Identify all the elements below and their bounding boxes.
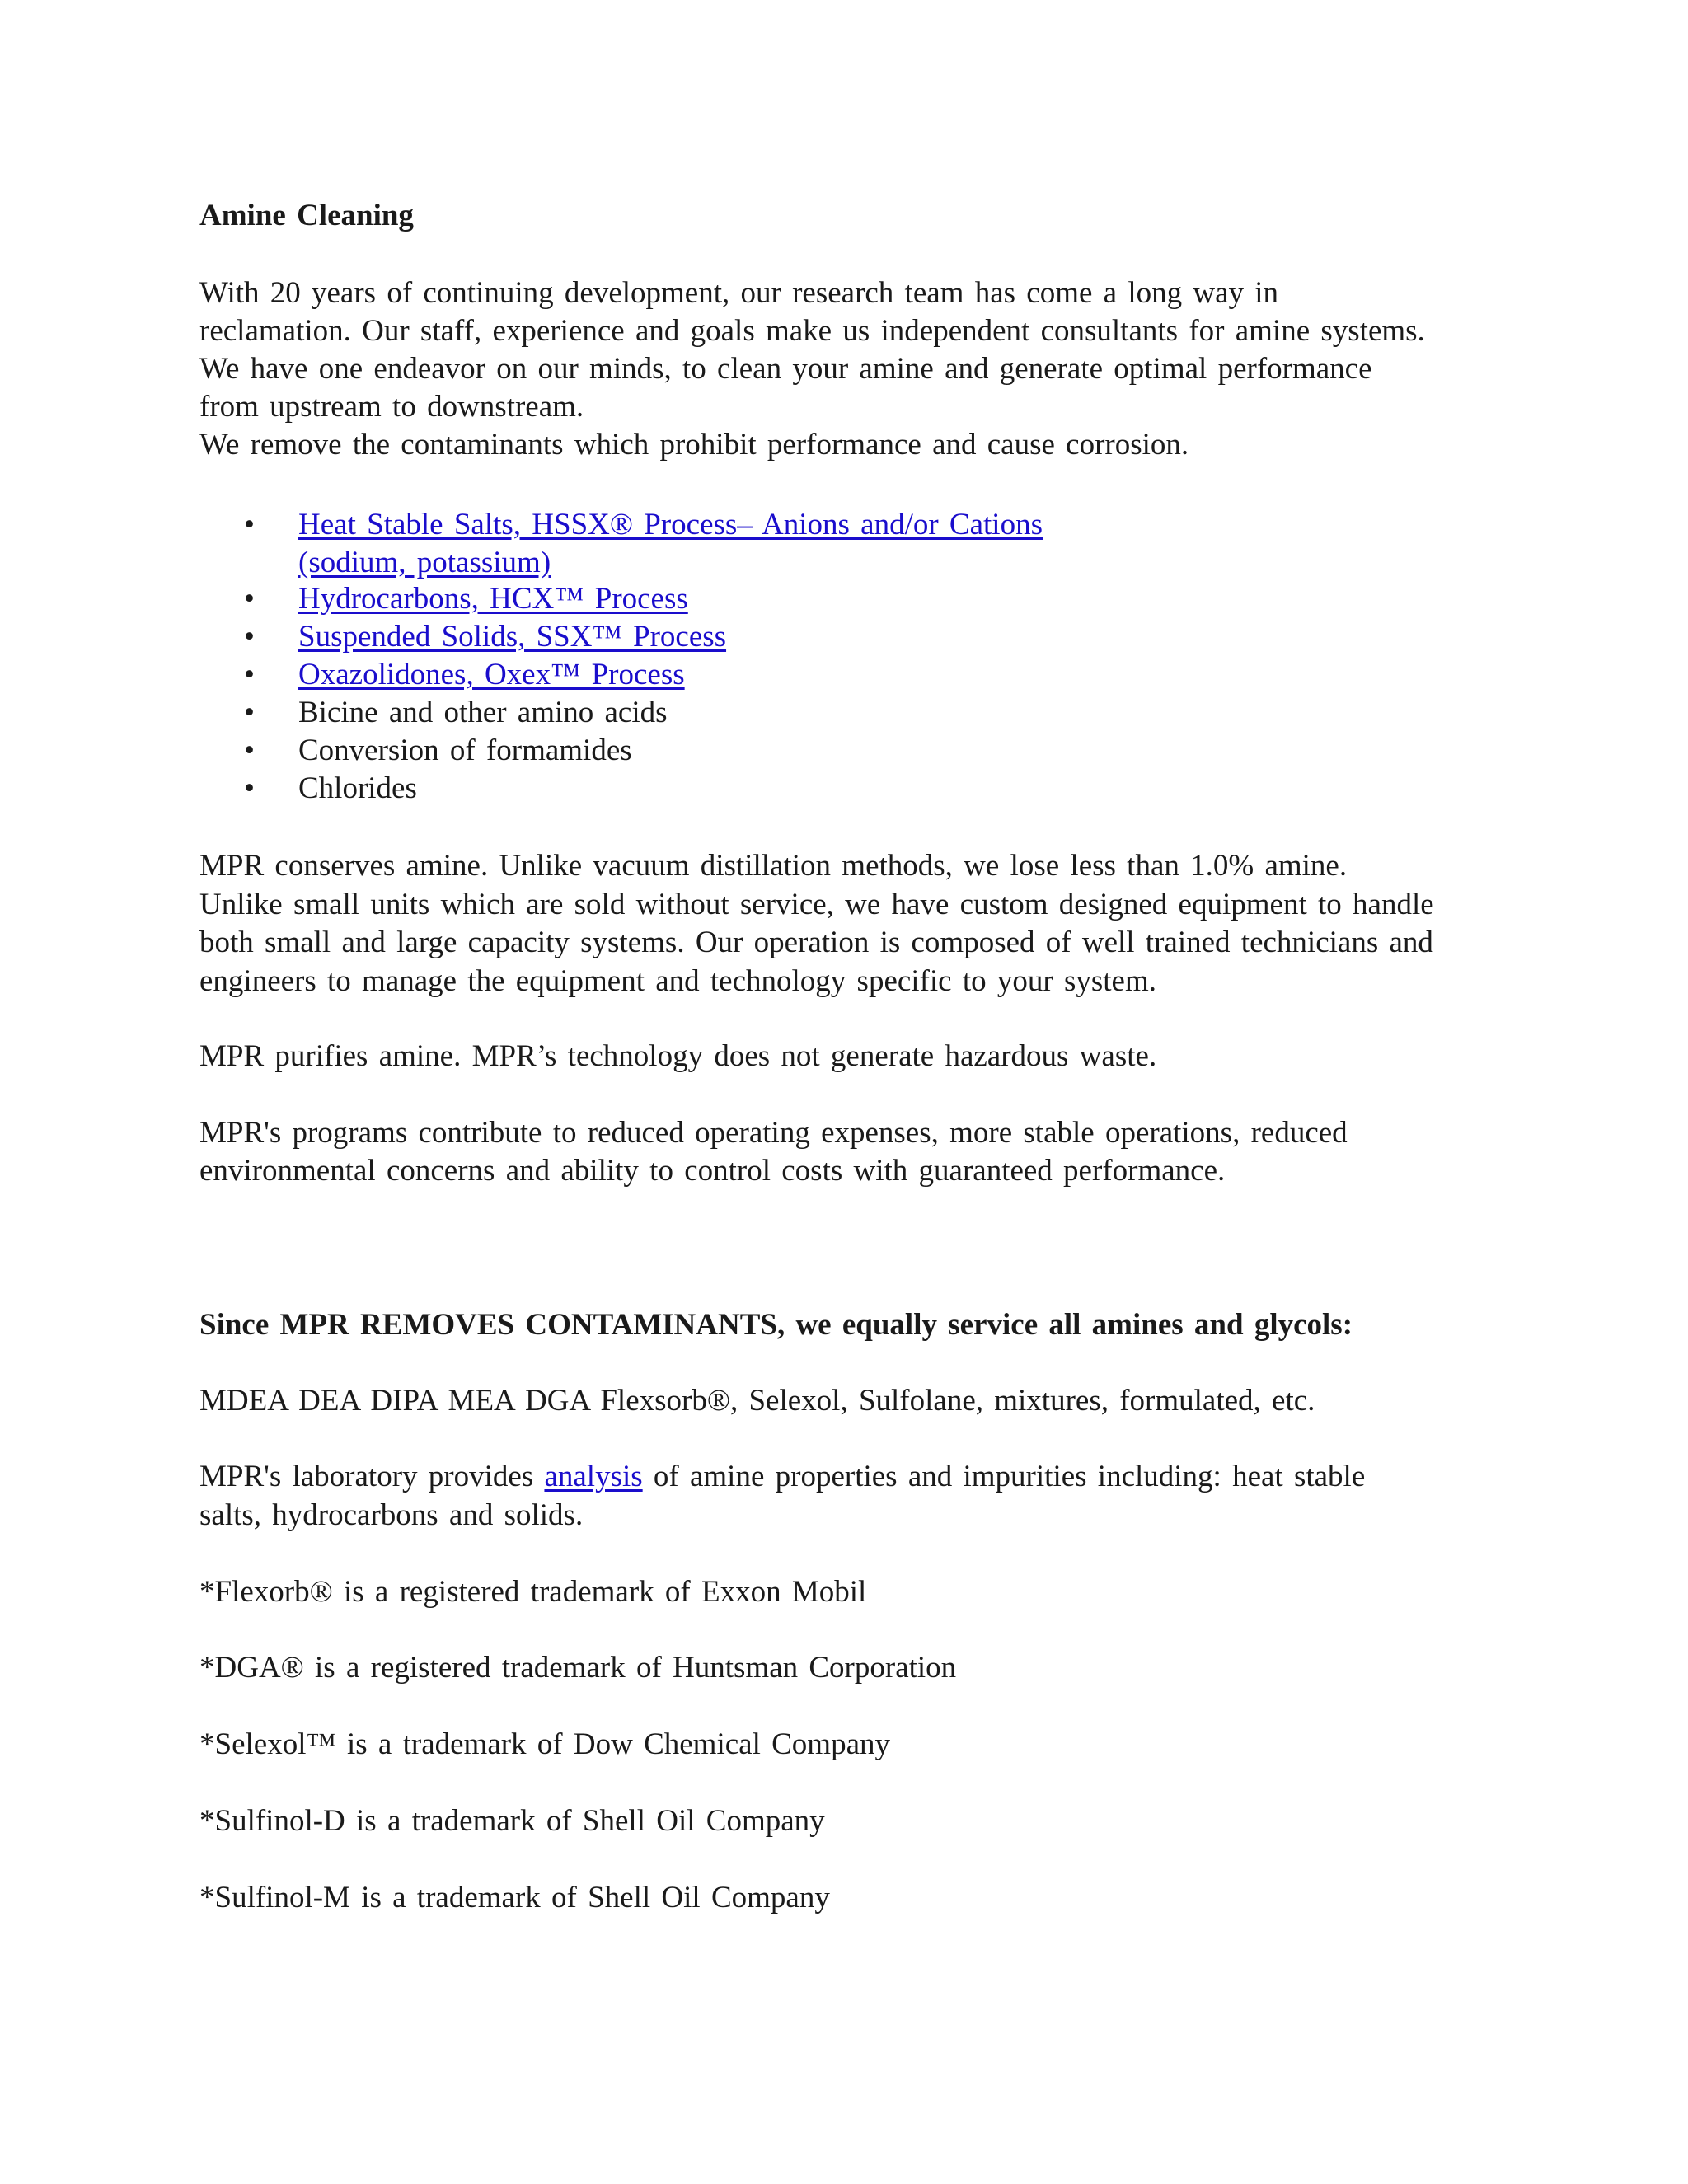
bullet-icon: • — [244, 658, 255, 691]
intro-line-3: We have one endeavor on our minds, to clean your amine and generate optimal performance — [199, 352, 1372, 386]
link-hcx-process[interactable]: Hydrocarbons, HCX™ Process — [298, 582, 688, 616]
amines-list: MDEA DEA DIPA MEA DGA Flexsorb®, Selexol, Sulfolane, mixtures, formulated, etc. — [199, 1384, 1315, 1418]
lab-text-after: of amine properties and impurities including: heat stable — [642, 1460, 1366, 1493]
intro-line-1: With 20 years of continuing development, our research team has come a long way in — [199, 276, 1279, 310]
bullet-icon: • — [244, 620, 255, 654]
trademark-note: *Flexorb® is a registered trademark of Exxon Mobil — [199, 1575, 867, 1609]
link-hssx-process[interactable]: Heat Stable Salts, HSSX® Process– Anions and/or Cations — [298, 508, 1043, 541]
purifies-paragraph: MPR purifies amine. MPR’s technology does not generate hazardous waste. — [199, 1039, 1157, 1073]
link-hssx-process-cont[interactable]: (sodium, potassium) — [298, 546, 551, 579]
lab-text-before: MPR's laboratory provides — [199, 1460, 545, 1493]
lab-line-1 — [199, 1458, 1365, 1496]
bullet-icon: • — [244, 733, 255, 767]
conserves-line-2: Unlike small units which are sold without service, we have custom designed equipment to handle — [199, 888, 1434, 921]
list-item-bicine: Bicine and other amino acids — [298, 696, 668, 729]
trademark-note: *Sulfinol-D is a trademark of Shell Oil Company — [199, 1804, 825, 1838]
section-heading: Since MPR REMOVES CONTAMINANTS, we equally service all amines and glycols: — [199, 1308, 1353, 1342]
page-heading: Amine Cleaning — [199, 199, 414, 232]
trademark-note: *DGA® is a registered trademark of Huntsman Corporation — [199, 1651, 957, 1685]
link-ssx-process[interactable]: Suspended Solids, SSX™ Process — [298, 620, 727, 654]
programs-line-1: MPR's programs contribute to reduced operating expenses, more stable operations, reduced — [199, 1116, 1348, 1150]
lab-line-2: salts, hydrocarbons and solids. — [199, 1498, 584, 1532]
bullet-icon: • — [244, 771, 255, 805]
bullet-icon: • — [244, 696, 255, 729]
intro-line-2: reclamation. Our staff, experience and goals make us independent consultants for amine systems. — [199, 314, 1425, 348]
conserves-line-3: both small and large capacity systems. Our operation is composed of well trained technicians and — [199, 926, 1433, 959]
programs-line-2: environmental concerns and ability to control costs with guaranteed performance. — [199, 1154, 1226, 1188]
link-oxex-process[interactable]: Oxazolidones, Oxex™ Process — [298, 658, 685, 691]
intro-line-4: from upstream to downstream. — [199, 390, 584, 424]
conserves-line-4: engineers to manage the equipment and technology specific to your system. — [199, 964, 1156, 998]
trademark-note: *Sulfinol-M is a trademark of Shell Oil Company — [199, 1881, 830, 1915]
trademark-note: *Selexol™ is a trademark of Dow Chemical Company — [199, 1727, 890, 1761]
bullet-icon: • — [244, 582, 255, 616]
intro-line-5: We remove the contaminants which prohibit performance and cause corrosion. — [199, 428, 1189, 462]
analysis-link[interactable]: analysis — [544, 1460, 643, 1493]
conserves-line-1: MPR conserves amine. Unlike vacuum distillation methods, we lose less than 1.0% amine. — [199, 849, 1348, 883]
list-item-conversion: Conversion of formamides — [298, 733, 632, 767]
list-item-chlorides: Chlorides — [298, 771, 417, 805]
bullet-icon: • — [244, 508, 255, 541]
